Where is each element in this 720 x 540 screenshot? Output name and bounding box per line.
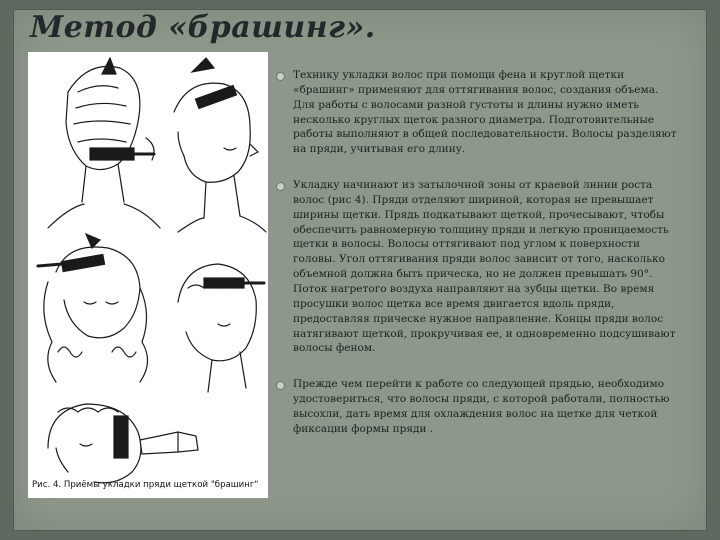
figure-short-hair — [178, 264, 264, 392]
bullet-item — [276, 178, 682, 356]
bullet-text: Укладку начинают из затылочной зоны от краевой линии роста волос (рис 4). Пряди отделяют шириной, которая не превышает ширины щетки. Прядь подкатывают щеткой, прочесывают, чтобы обеспечить равномерную толщину пряди и легкую проницаемость щетки в волосы. Волосы оттягивают под углом к поверхности головы. Угол оттягивания пряди волос зависит от того, насколько объемной должна быть прическа, но не должен превышать 90°. Поток нагретого воздуха направляют на зубцы щетки. Во время просушки волос щетка все время двигается вдоль пряди, предоставляя прическе нужное направление. Концы пряди волос натягивают щеткой, прокручивая ее, и одновременно подсушивают волосы феном. — [293, 179, 676, 355]
figure-caption: Рис. 4. Приёмы укладки пряди щеткой "брашинг" — [32, 480, 259, 490]
bullet-item — [276, 377, 682, 436]
slide-title: Метод «брашинг». — [30, 10, 376, 45]
bullet-dot-icon — [276, 381, 285, 390]
bullet-text: Прежде чем перейти к работе со следующей прядью, необходимо удостовериться, что волосы пряди, с которой работали, полностью высохли, дать время для охлаждения волос на щетке для четкой фиксации формы пряди . — [293, 378, 670, 435]
bullet-item — [276, 68, 682, 157]
hairstyling-illustration — [28, 52, 268, 498]
bullet-list — [276, 68, 682, 437]
bullet-text: Технику укладки волос при помощи фена и круглой щетки «брашинг» применяют для оттягивания волос, создания объема. Для работы с волосами разной густоты и длины нужно иметь несколько круглых щеток разного диаметра. Подготовительные работы выполняют в общей последовательности. Волосы разделяют на пряди, учитывая его длину. — [293, 69, 677, 156]
bullet-dot-icon — [276, 72, 285, 81]
figure-profile-top — [174, 58, 266, 232]
figure-curly-hair — [38, 234, 148, 382]
figure-dryer-bottom — [48, 404, 198, 483]
figure-back-of-head — [48, 58, 160, 228]
bullet-dot-icon — [276, 182, 285, 191]
illustration-panel — [28, 52, 268, 498]
